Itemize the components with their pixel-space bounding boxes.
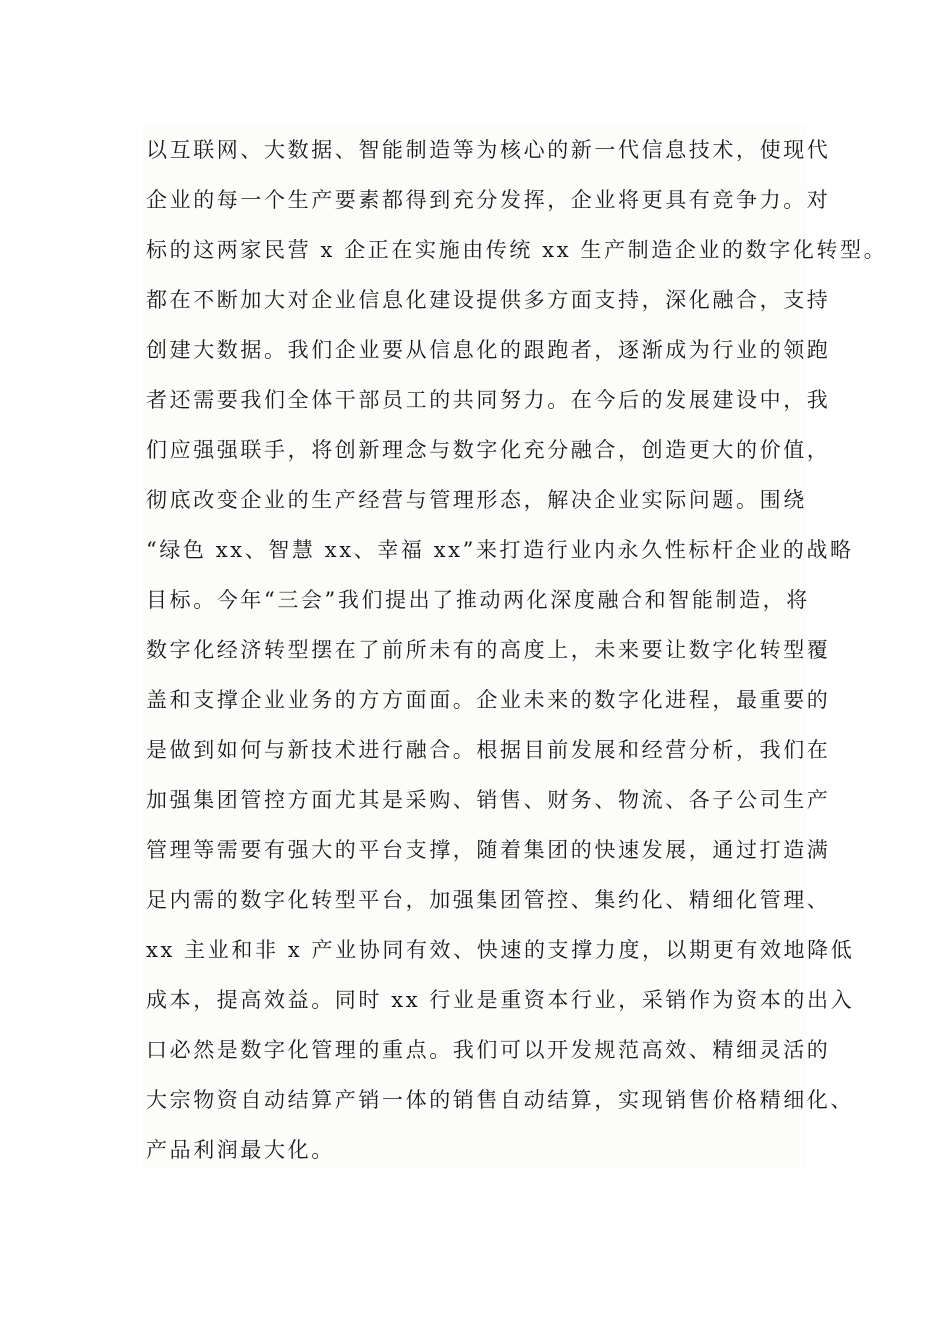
text-line: 管理等需要有强大的平台支撑，随着集团的快速发展，通过打造满: [146, 838, 831, 862]
text-line: 产品利润最大化。: [146, 1138, 335, 1162]
text-line: 加强集团管控方面尤其是采购、销售、财务、物流、各子公司生产: [146, 788, 831, 812]
text-line: 都在不断加大对企业信息化建设提供多方面支持，深化融合，支持: [146, 288, 831, 312]
text-line: xx 主业和非 x 产业协同有效、快速的支撑力度，以期更有效地降低: [146, 938, 855, 962]
text-line: “绿色 xx、智慧 xx、幸福 xx”来打造行业内永久性标杆企业的战略: [146, 538, 854, 562]
text-line: 盖和支撑企业业务的方方面面。企业未来的数字化进程，最重要的: [146, 688, 831, 712]
text-line: 标的这两家民营 x 企正在实施由传统 xx 生产制造企业的数字化转型。: [146, 238, 888, 262]
text-line: 者还需要我们全体干部员工的共同努力。在今后的发展建设中，我: [146, 388, 831, 412]
text-line: 口必然是数字化管理的重点。我们可以开发规范高效、精细灵活的: [146, 1038, 831, 1062]
text-line: 们应强强联手，将创新理念与数字化充分融合，创造更大的价值，: [146, 438, 831, 462]
text-line: 企业的每一个生产要素都得到充分发挥，企业将更具有竞争力。对: [146, 188, 831, 212]
text-line: 成本，提高效益。同时 xx 行业是重资本行业，采销作为资本的出入: [146, 988, 855, 1012]
text-line: 足内需的数字化转型平台，加强集团管控、集约化、精细化管理、: [146, 888, 831, 912]
text-line: 彻底改变企业的生产经营与管理形态，解决企业实际问题。围绕: [146, 488, 807, 512]
text-line: 创建大数据。我们企业要从信息化的跟跑者，逐渐成为行业的领跑: [146, 338, 831, 362]
text-line: 大宗物资自动结算产销一体的销售自动结算，实现销售价格精细化、: [146, 1088, 854, 1112]
text-line: 是做到如何与新技术进行融合。根据目前发展和经营分析，我们在: [146, 738, 831, 762]
text-line: 目标。今年“三会”我们提出了推动两化深度融合和智能制造，将: [146, 588, 810, 612]
text-line: 数字化经济转型摆在了前所未有的高度上，未来要让数字化转型覆: [146, 638, 831, 662]
text-line: 以互联网、大数据、智能制造等为核心的新一代信息技术，使现代: [146, 138, 831, 162]
